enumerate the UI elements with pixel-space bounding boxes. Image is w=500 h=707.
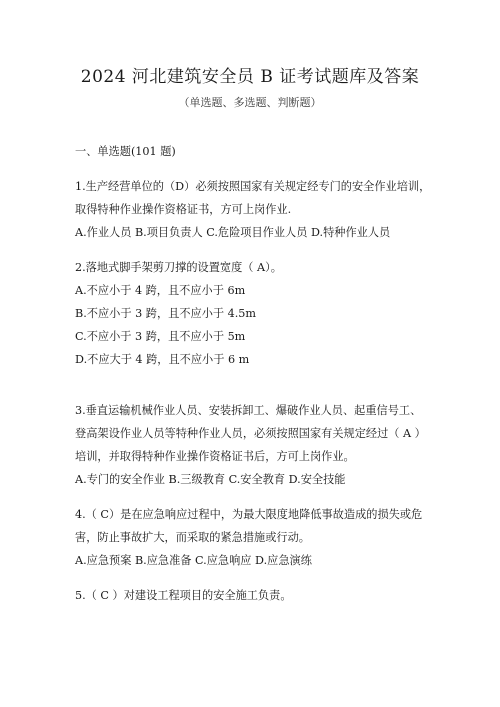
question-3 <box>75 399 440 491</box>
question-2 <box>75 256 440 371</box>
document-title: 2024 河北建筑安全员 B 证考试题库及答案 <box>80 67 420 87</box>
question-5 <box>75 584 440 607</box>
question-text-line: 2.落地式脚手架剪刀撑的设置宽度（ A）。 <box>75 261 282 274</box>
question-options: A.应急预案 B.应急准备 C.应急响应 D.应急演练 <box>75 554 312 567</box>
question-text-line: 害，防止事故扩大，而采取的紧急措施或行动。 <box>75 531 310 544</box>
question-text-line: 登高架设作业人员等特种作业人员，必须按照国家有关规定经过（ A ） <box>75 427 426 440</box>
question-1 <box>75 175 440 244</box>
question-text-line: 1.生产经营单位的（D）必须按照国家有关规定经专门的安全作业培训， <box>75 180 431 193</box>
question-option: C.不应小于 3 跨，且不应小于 5m <box>75 330 246 343</box>
question-options: A.作业人员 B.项目负责人 C.危险项目作业人员 D.特种作业人员 <box>75 226 391 239</box>
question-option: B.不应小于 3 跨，且不应小于 4.5m <box>75 307 257 320</box>
question-text-line: 取得特种作业操作资格证书，方可上岗作业. <box>75 203 292 216</box>
document-content <box>75 140 440 607</box>
question-option: D.不应大于 4 跨，且不应小于 6 m <box>75 353 250 366</box>
question-text-line: 5.（ C ）对建设工程项目的安全施工负责。 <box>75 589 292 602</box>
question-text-line: 4.（ C）是在应急响应过程中，为最大限度地降低事故造成的损失或危 <box>75 508 423 521</box>
document-subtitle: （单选题、多选题、判断题） <box>178 96 322 109</box>
question-text-line: 培训，并取得特种作业操作资格证书后，方可上岗作业。 <box>75 450 355 463</box>
section-heading: 一、单选题(101 题) <box>75 145 176 158</box>
question-options: A.专门的安全作业 B.三级教育 C.安全教育 D.安全技能 <box>75 473 346 486</box>
question-text-line: 3.垂直运输机械作业人员、安装拆卸工、爆破作业人员、起重信号工、 <box>75 404 422 417</box>
question-option: A.不应小于 4 跨，且不应小于 6m <box>75 284 246 297</box>
question-4 <box>75 503 440 572</box>
